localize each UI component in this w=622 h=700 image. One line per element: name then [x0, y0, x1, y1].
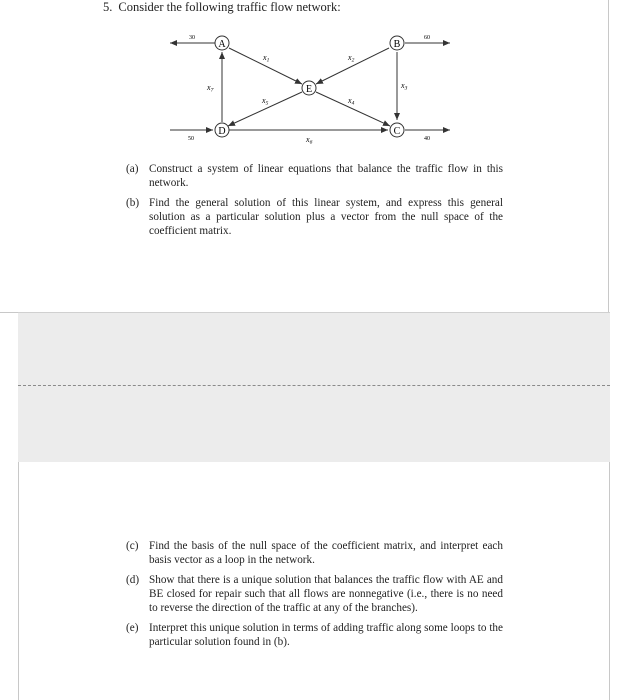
label-x7: x7 — [207, 83, 214, 94]
question-number: 5. — [103, 0, 113, 14]
question-heading — [103, 0, 341, 15]
part-b-label: (b) — [126, 197, 140, 209]
svg-text:B: B — [393, 39, 401, 50]
label-x4: x4 — [348, 96, 355, 107]
node-d — [215, 123, 229, 137]
part-c-text: Find the basis of the null space of the coefficient matrix, and interpret each basis vector as a loop in the network. — [149, 540, 503, 566]
label-x6: x6 — [306, 135, 313, 146]
page-gap — [18, 312, 610, 463]
svg-text:D: D — [218, 126, 226, 137]
parts-top — [126, 162, 503, 244]
part-b — [126, 196, 503, 238]
edge-x2 — [316, 48, 389, 84]
part-c-label: (c) — [126, 540, 139, 552]
part-e-text: Interpret this unique solution in terms of adding traffic along some loops to the particular solution found in (b). — [149, 622, 503, 648]
part-d — [126, 573, 503, 615]
edge-x4 — [316, 92, 390, 126]
part-e — [126, 621, 503, 649]
node-b — [390, 36, 404, 50]
page-top — [0, 0, 609, 313]
part-a-text: Construct a system of linear equations that balance the traffic flow in this network. — [149, 163, 503, 189]
label-x2: x2 — [348, 53, 355, 64]
part-c — [126, 539, 503, 567]
label-x1: x1 — [263, 53, 270, 64]
parts-bottom — [126, 539, 503, 655]
label-x5: x5 — [262, 96, 269, 107]
part-e-label: (e) — [126, 622, 139, 634]
label-c-out: 40 — [424, 136, 430, 142]
part-d-text: Show that there is a unique solution that balances the traffic flow with AE and BE closed for repair such that all flows are nonnegative (i.e., there is no need to reverse the direction of the traffic at any of the branches). — [149, 574, 503, 614]
part-b-text: Find the general solution of this linear system, and express this general solution as a particular solution plus a vector from the null space of the coefficient matrix. — [149, 197, 503, 237]
svg-text:A: A — [218, 39, 226, 50]
node-e — [302, 81, 316, 95]
dashed-divider — [18, 385, 610, 386]
svg-text:C: C — [393, 126, 401, 137]
part-d-label: (d) — [126, 574, 140, 586]
question-text: Consider the following traffic flow network: — [118, 0, 341, 14]
label-d-in: 50 — [188, 136, 194, 142]
part-a-label: (a) — [126, 163, 139, 175]
label-x3: x3 — [401, 81, 408, 92]
part-a — [126, 162, 503, 190]
label-a-out: 30 — [189, 35, 195, 41]
node-a — [215, 36, 229, 50]
node-c — [390, 123, 404, 137]
svg-text:E: E — [305, 84, 313, 95]
label-b-out: 60 — [424, 35, 430, 41]
